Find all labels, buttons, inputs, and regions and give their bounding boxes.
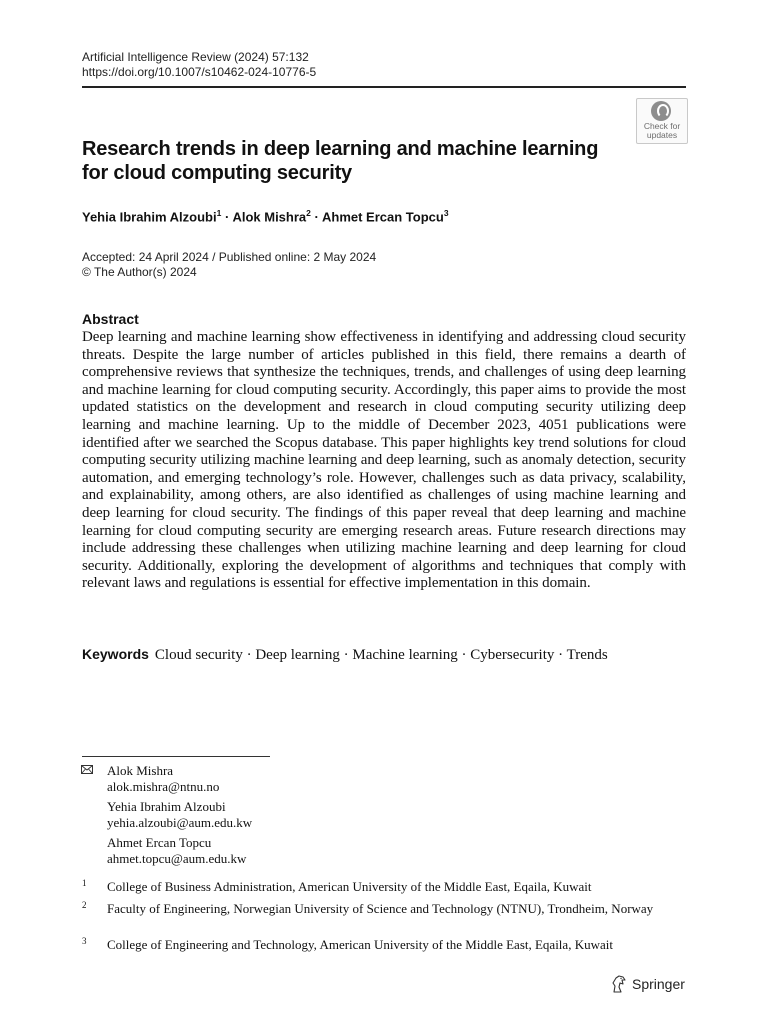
author-contact	[107, 799, 252, 830]
check-for-updates-icon	[651, 101, 671, 121]
author-contact	[107, 835, 246, 866]
contact-name: Ahmet Ercan Topcu	[107, 835, 212, 850]
publication-dates	[82, 250, 376, 280]
author-name: Ahmet Ercan Topcu	[321, 209, 444, 225]
header-rule	[82, 86, 686, 88]
journal-line: Artificial Intelligence Review (2024) 57:132	[82, 50, 309, 64]
contact-name: Alok Mishra	[107, 763, 174, 778]
springer-logo	[611, 974, 685, 994]
contact-name: Yehia Ibrahim Alzoubi	[107, 799, 226, 814]
author-affiliation-mark: 3	[443, 208, 449, 218]
keywords-list: Cloud security · Deep learning · Machine learning · Cybersecurity · Trends	[154, 647, 608, 663]
keywords-heading: Keywords	[82, 646, 149, 662]
affiliation-number: 3	[82, 936, 87, 946]
abstract-heading: Abstract	[82, 311, 139, 327]
affiliation-number: 1	[82, 878, 87, 888]
journal-citation	[82, 50, 316, 80]
affiliation-text: Faculty of Engineering, Norwegian University of Science and Technology (NTNU), Trondheim, Norway	[107, 901, 654, 916]
author-name: Alok Mishra	[232, 209, 307, 225]
author-name: Yehia Ibrahim Alzoubi	[82, 209, 217, 225]
publisher-name: Springer	[632, 976, 685, 992]
abstract-text: Deep learning and machine learning show effectiveness in identifying and addressing cloud security threats. Despite the large number of articles published in this field, there remains a dearth of comprehensive reviews that synthesize the techniques, trends, and challenges of using deep learning and machine learning for cloud computing security. Accordingly, this paper aims to provide the most updated statistics on the development and research in cloud computing security utilizing deep learning and machine learning. Up to the middle of December 2023, 4051 publications were identified after we searched the Scopus database. This paper highlights key trend solutions for cloud computing security utilizing machine learning and deep learning, such as anomaly detection, security automation, and emerging technology’s role. However, challenges such as data privacy, scalability, and explainability, among others, are also identified as challenges of using machine learning and deep learning for cloud security. The findings of this paper reveal that deep learning and machine learning for cloud computing security are emerging research areas. Future research directions may include addressing these challenges when utilizing machine learning and deep learning for cloud security. Additionally, exploring the development of algorithms and techniques that comply with relevant laws and regulations is essential for effective implementation in this domain.	[82, 329, 686, 592]
corresponding-author-contact	[107, 763, 219, 794]
contact-email[interactable]: ahmet.topcu@aum.edu.kw	[107, 850, 247, 866]
footnote-rule	[82, 756, 270, 757]
keywords-line	[82, 646, 608, 664]
contact-email[interactable]: yehia.alzoubi@aum.edu.kw	[107, 814, 253, 830]
author-separator: ·	[224, 209, 230, 225]
check-for-updates-badge[interactable]	[636, 98, 688, 144]
badge-label: Check for updates	[643, 121, 681, 140]
doi-link[interactable]: https://doi.org/10.1007/s10462-024-10776-5	[82, 65, 317, 79]
author-affiliation-mark: 2	[306, 208, 311, 218]
envelope-icon	[81, 765, 93, 774]
springer-horse-icon	[611, 975, 627, 993]
paper-title: Research trends in deep learning and machine learning for cloud computing security	[82, 138, 599, 184]
affiliation-number: 2	[82, 900, 87, 910]
affiliation-text: College of Business Administration, American University of the Middle East, Eqaila, Kuwait	[107, 879, 592, 894]
contact-email[interactable]: alok.mishra@ntnu.no	[107, 778, 220, 794]
author-affiliation-mark: 1	[216, 208, 222, 218]
copyright-notice: © The Author(s) 2024	[82, 265, 197, 279]
affiliation-text: College of Engineering and Technology, American University of the Middle East, Eqaila, Kuwait	[107, 937, 613, 952]
author-separator: ·	[314, 209, 319, 225]
author-list	[82, 208, 449, 224]
accepted-published-dates: Accepted: 24 April 2024 / Published online: 2 May 2024	[82, 250, 377, 264]
